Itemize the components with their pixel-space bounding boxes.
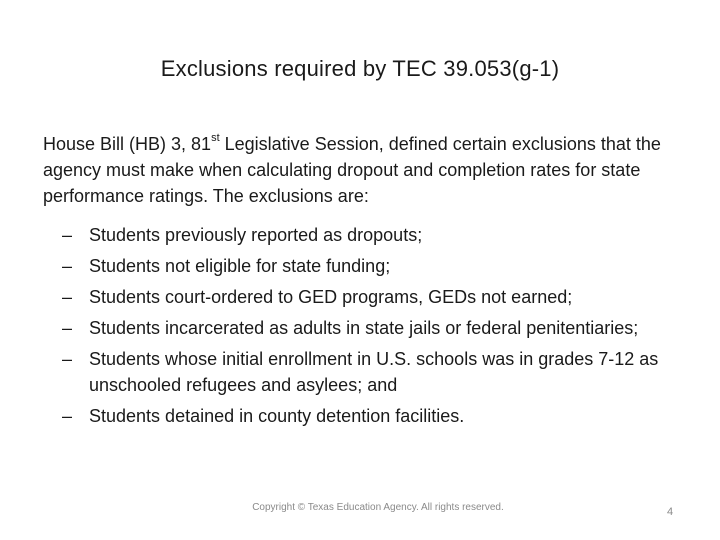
list-item bbox=[43, 346, 683, 398]
list-item-text: Students not eligible for state funding; bbox=[89, 256, 391, 276]
copyright-footer: Copyright © Texas Education Agency. All rights reserved. bbox=[252, 502, 504, 513]
dash-bullet-icon: – bbox=[62, 256, 73, 276]
list-item bbox=[43, 284, 683, 310]
dash-bullet-icon: – bbox=[62, 349, 73, 369]
list-item bbox=[43, 222, 683, 248]
list-item-text: Students whose initial enrollment in U.S. schools was in grades 7-12 as unschooled refugees and asylees; and bbox=[89, 349, 659, 395]
dash-bullet-icon: – bbox=[62, 225, 73, 245]
list-item bbox=[43, 315, 683, 341]
intro-ordinal-suffix: st bbox=[211, 132, 220, 144]
list-item-text: Students court-ordered to GED programs, GEDs not earned; bbox=[89, 287, 573, 307]
list-item bbox=[43, 403, 683, 429]
list-item-text: Students detained in county detention facilities. bbox=[89, 406, 465, 426]
page-number: 4 bbox=[667, 506, 674, 518]
intro-text-start: House Bill (HB) 3, 81 bbox=[43, 134, 212, 154]
dash-bullet-icon: – bbox=[62, 318, 73, 338]
list-item-text: Students incarcerated as adults in state jails or federal penitentiaries; bbox=[89, 318, 639, 338]
intro-paragraph bbox=[43, 131, 683, 209]
list-item bbox=[43, 253, 683, 279]
dash-bullet-icon: – bbox=[62, 287, 73, 307]
dash-bullet-icon: – bbox=[62, 406, 73, 426]
slide-title: Exclusions required by TEC 39.053(g-1) bbox=[160, 56, 560, 81]
list-item-text: Students previously reported as dropouts; bbox=[89, 225, 423, 245]
exclusions-list bbox=[43, 222, 683, 434]
intro-text-rest: Legislative Session, defined certain exclusions that the agency must make when calculating dropout and completion rates for state performance ratings. The exclusions are: bbox=[43, 134, 661, 206]
